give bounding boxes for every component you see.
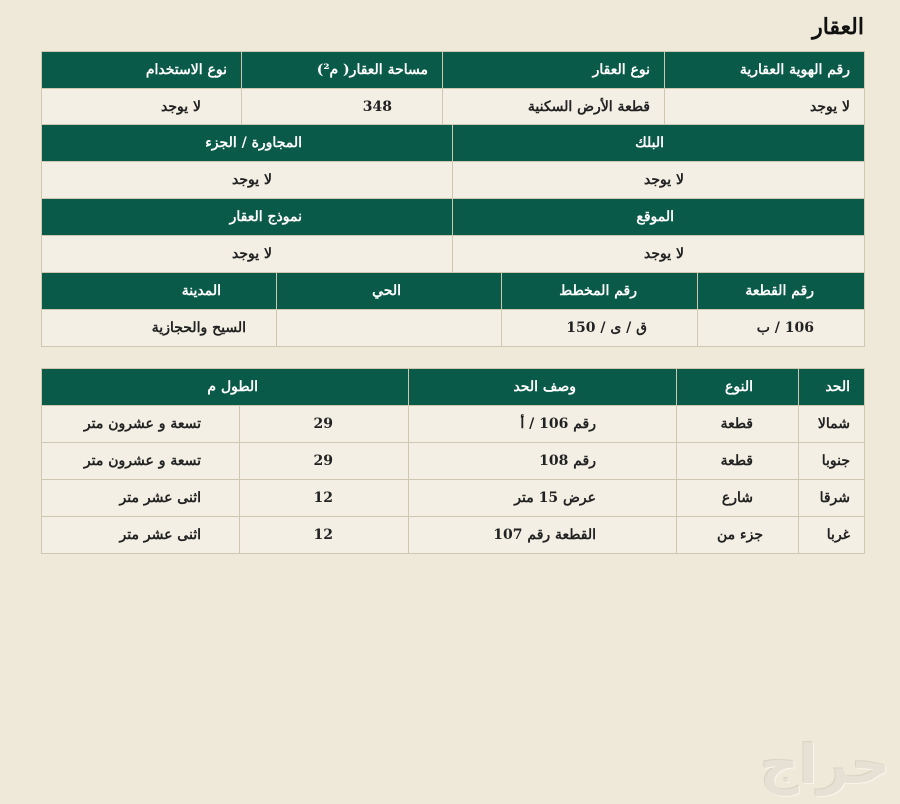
table-header-row xyxy=(42,273,865,310)
header-neighborhood-part: المجاورة / الجزء xyxy=(42,125,453,162)
header-property-id: رقم الهوية العقارية xyxy=(665,52,865,89)
value-property-model: لا يوجد xyxy=(42,236,453,273)
header-plan-number: رقم المخطط xyxy=(502,273,698,310)
cell-length-words: اثنى عشر متر xyxy=(42,480,240,517)
cell-length-words: تسعة و عشرون متر xyxy=(42,443,240,480)
plot-table xyxy=(41,272,865,347)
header-city: المدينة xyxy=(42,273,277,310)
cell-side: غربا xyxy=(799,517,865,554)
property-info-table xyxy=(41,51,865,126)
header-district: الحي xyxy=(277,273,502,310)
cell-side: شرقا xyxy=(799,480,865,517)
value-plan-number: ق / ى / 150 xyxy=(502,310,698,347)
boundaries-table xyxy=(41,368,865,554)
table-header-row xyxy=(42,199,865,236)
table-row xyxy=(42,89,865,126)
header-property-model: نموذج العقار xyxy=(42,199,453,236)
table-header-row xyxy=(42,52,865,89)
table-header-row xyxy=(42,125,865,162)
cell-desc: القطعة رقم 107 xyxy=(409,517,677,554)
table-row xyxy=(42,517,865,554)
cell-length-number: 29 xyxy=(240,406,409,443)
table-row xyxy=(42,162,865,199)
table-header-row xyxy=(42,369,865,406)
header-property-area: مساحة العقار( م²) xyxy=(242,52,443,89)
table-row xyxy=(42,310,865,347)
table-row xyxy=(42,236,865,273)
value-neighborhood-part: لا يوجد xyxy=(42,162,453,199)
value-property-id: لا يوجد xyxy=(665,89,865,126)
cell-type: شارع xyxy=(677,480,799,517)
value-plot-number: 106 / ب xyxy=(698,310,865,347)
value-property-type: قطعة الأرض السكنية xyxy=(443,89,665,126)
block-table xyxy=(41,124,865,199)
cell-length-number: 29 xyxy=(240,443,409,480)
cell-type: قطعة xyxy=(677,406,799,443)
cell-desc: رقم 106 / أ xyxy=(409,406,677,443)
cell-type: جزء من xyxy=(677,517,799,554)
haraj-watermark-logo: حراج xyxy=(760,733,890,796)
cell-side: جنوبا xyxy=(799,443,865,480)
header-length: الطول م xyxy=(42,369,409,406)
value-district xyxy=(277,310,502,347)
header-location: الموقع xyxy=(453,199,865,236)
value-usage-type: لا يوجد xyxy=(42,89,242,126)
header-block: البلك xyxy=(453,125,865,162)
header-boundary-desc: وصف الحد xyxy=(409,369,677,406)
header-side: الحد xyxy=(799,369,865,406)
header-property-type: نوع العقار xyxy=(443,52,665,89)
header-plot-number: رقم القطعة xyxy=(698,273,865,310)
cell-desc: رقم 108 xyxy=(409,443,677,480)
location-table xyxy=(41,198,865,273)
cell-type: قطعة xyxy=(677,443,799,480)
value-property-area: 348 xyxy=(242,89,443,126)
header-type: النوع xyxy=(677,369,799,406)
cell-desc: عرض 15 متر xyxy=(409,480,677,517)
page-title: العقار xyxy=(812,14,864,40)
value-city: السيح والحجازية xyxy=(42,310,277,347)
table-row xyxy=(42,406,865,443)
table-row xyxy=(42,480,865,517)
table-row xyxy=(42,443,865,480)
value-location: لا يوجد xyxy=(453,236,865,273)
value-block: لا يوجد xyxy=(453,162,865,199)
cell-length-number: 12 xyxy=(240,517,409,554)
cell-length-words: اثنى عشر متر xyxy=(42,517,240,554)
cell-side: شمالا xyxy=(799,406,865,443)
cell-length-number: 12 xyxy=(240,480,409,517)
header-usage-type: نوع الاستخدام xyxy=(42,52,242,89)
cell-length-words: تسعة و عشرون متر xyxy=(42,406,240,443)
